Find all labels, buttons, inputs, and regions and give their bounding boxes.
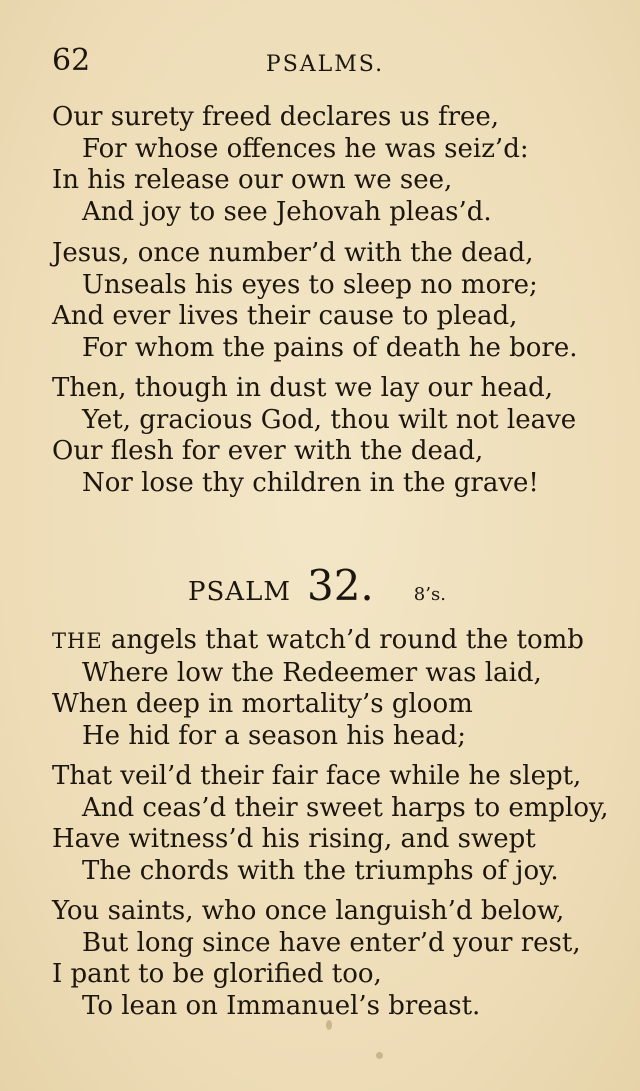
verse-line: Unseals his eyes to sleep no more; (82, 269, 538, 300)
verse-line: Where low the Redeemer was laid, (82, 657, 542, 688)
verse-line: Jesus, once number’d with the dead, (52, 238, 534, 268)
verse-line: And joy to see Jehovah pleas’d. (82, 196, 492, 227)
verse-line: In his release our own we see, (52, 165, 453, 195)
verse-line: Our flesh for ever with the dead, (52, 436, 484, 466)
stanza (52, 896, 581, 1022)
stanza (52, 761, 609, 887)
psalm-number: 32. (306, 561, 374, 610)
ink-speck (326, 1020, 332, 1030)
psalm-heading (188, 562, 446, 619)
verse-line: Our surety freed declares us free, (52, 102, 500, 132)
verse-line: He hid for a season his head; (82, 720, 466, 751)
verse-line: But long since have enter’d your rest, (82, 927, 581, 958)
verse-line: To lean on Immanuel’s breast. (82, 990, 481, 1021)
verse-line: And ceas’d their sweet harps to employ, (82, 792, 609, 823)
verse-line: Then, though in dust we lay our head, (52, 373, 554, 403)
verse-line: I pant to be glorified too, (52, 959, 382, 989)
first-line-rest: angels that watch’d round the tomb (102, 625, 584, 655)
psalm-label: PSALM (188, 577, 291, 607)
running-title: PSALMS. (265, 52, 385, 77)
verse-line: Have witness’d his rising, and swept (52, 824, 536, 854)
verse-line: Yet, gracious God, thou wilt not leave (82, 404, 577, 435)
verse-line (52, 625, 584, 658)
page-number: 62 (52, 43, 91, 78)
verse-line: You saints, who once languish’d below, (52, 896, 565, 926)
verse-line: That veil’d their fair face while he slept, (52, 761, 582, 791)
verse-line: The chords with the triumphs of joy. (82, 855, 559, 886)
verse-line: For whom the pains of death he bore. (82, 332, 578, 363)
psalm-meter: 8’s. (413, 584, 446, 605)
verse-line: And ever lives their cause to plead, (52, 301, 518, 331)
verse-line: When deep in mortality’s gloom (52, 689, 473, 719)
stanza (52, 373, 576, 499)
first-word: THE (52, 629, 103, 653)
paper-speck (376, 1052, 383, 1059)
verse-line: Nor lose thy children in the grave! (82, 467, 539, 498)
stanza (52, 102, 529, 228)
stanza (52, 625, 584, 752)
stanza (52, 238, 578, 364)
verse-line: For whose offences he was seiz’d: (82, 133, 529, 164)
